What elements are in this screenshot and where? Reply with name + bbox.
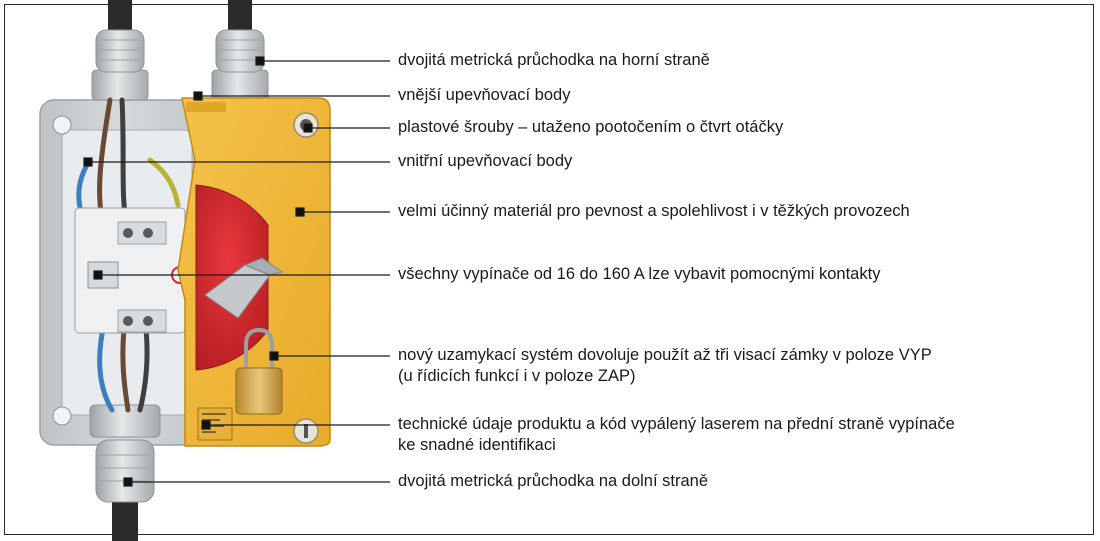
leader-laser-data bbox=[202, 421, 390, 429]
leader-material bbox=[296, 208, 390, 216]
label-bottom-gland-text: dvojitá metrická průchodka na dolní straně bbox=[398, 472, 709, 490]
leader-aux-contacts bbox=[94, 271, 390, 279]
label-laser-data-line-1: technické údaje produktu a kód vypálený laserem na přední straně vypínače bbox=[398, 415, 955, 433]
label-aux-contacts bbox=[398, 264, 880, 285]
label-plastic-screws bbox=[398, 117, 783, 138]
leader-inner-mount bbox=[84, 158, 390, 166]
leader-bottom-gland bbox=[124, 478, 390, 486]
label-locking-line-1: nový uzamykací systém dovoluje použít až tři visací zámky v poloze VYP bbox=[398, 346, 932, 364]
leader-plastic-screws bbox=[304, 124, 390, 132]
label-aux-contacts-text: všechny vypínače od 16 do 160 A lze vybavit pomocnými kontakty bbox=[398, 265, 881, 283]
leader-locking bbox=[270, 352, 390, 360]
label-plastic-screws-text: plastové šrouby – utaženo pootočením o čtvrt otáčky bbox=[398, 118, 784, 136]
label-locking-line-2: (u řídicích funkcí i v poloze ZAP) bbox=[398, 367, 636, 385]
label-locking bbox=[398, 345, 932, 387]
leader-top-gland bbox=[256, 57, 390, 65]
label-material bbox=[398, 201, 910, 222]
label-laser-data-line-2: ke snadné identifikaci bbox=[398, 436, 556, 454]
label-outer-mount bbox=[398, 85, 570, 106]
label-laser-data bbox=[398, 414, 955, 456]
label-top-gland bbox=[398, 50, 710, 71]
label-inner-mount bbox=[398, 151, 572, 172]
label-top-gland-text: dvojitá metrická průchodka na horní straně bbox=[398, 51, 710, 69]
label-outer-mount-text: vnější upevňovací body bbox=[398, 86, 571, 104]
label-bottom-gland bbox=[398, 471, 708, 492]
leader-outer-mount bbox=[194, 92, 390, 100]
label-material-text: velmi účinný materiál pro pevnost a spolehlivost i v těžkých provozech bbox=[398, 202, 910, 220]
label-inner-mount-text: vnitřní upevňovací body bbox=[398, 152, 573, 170]
